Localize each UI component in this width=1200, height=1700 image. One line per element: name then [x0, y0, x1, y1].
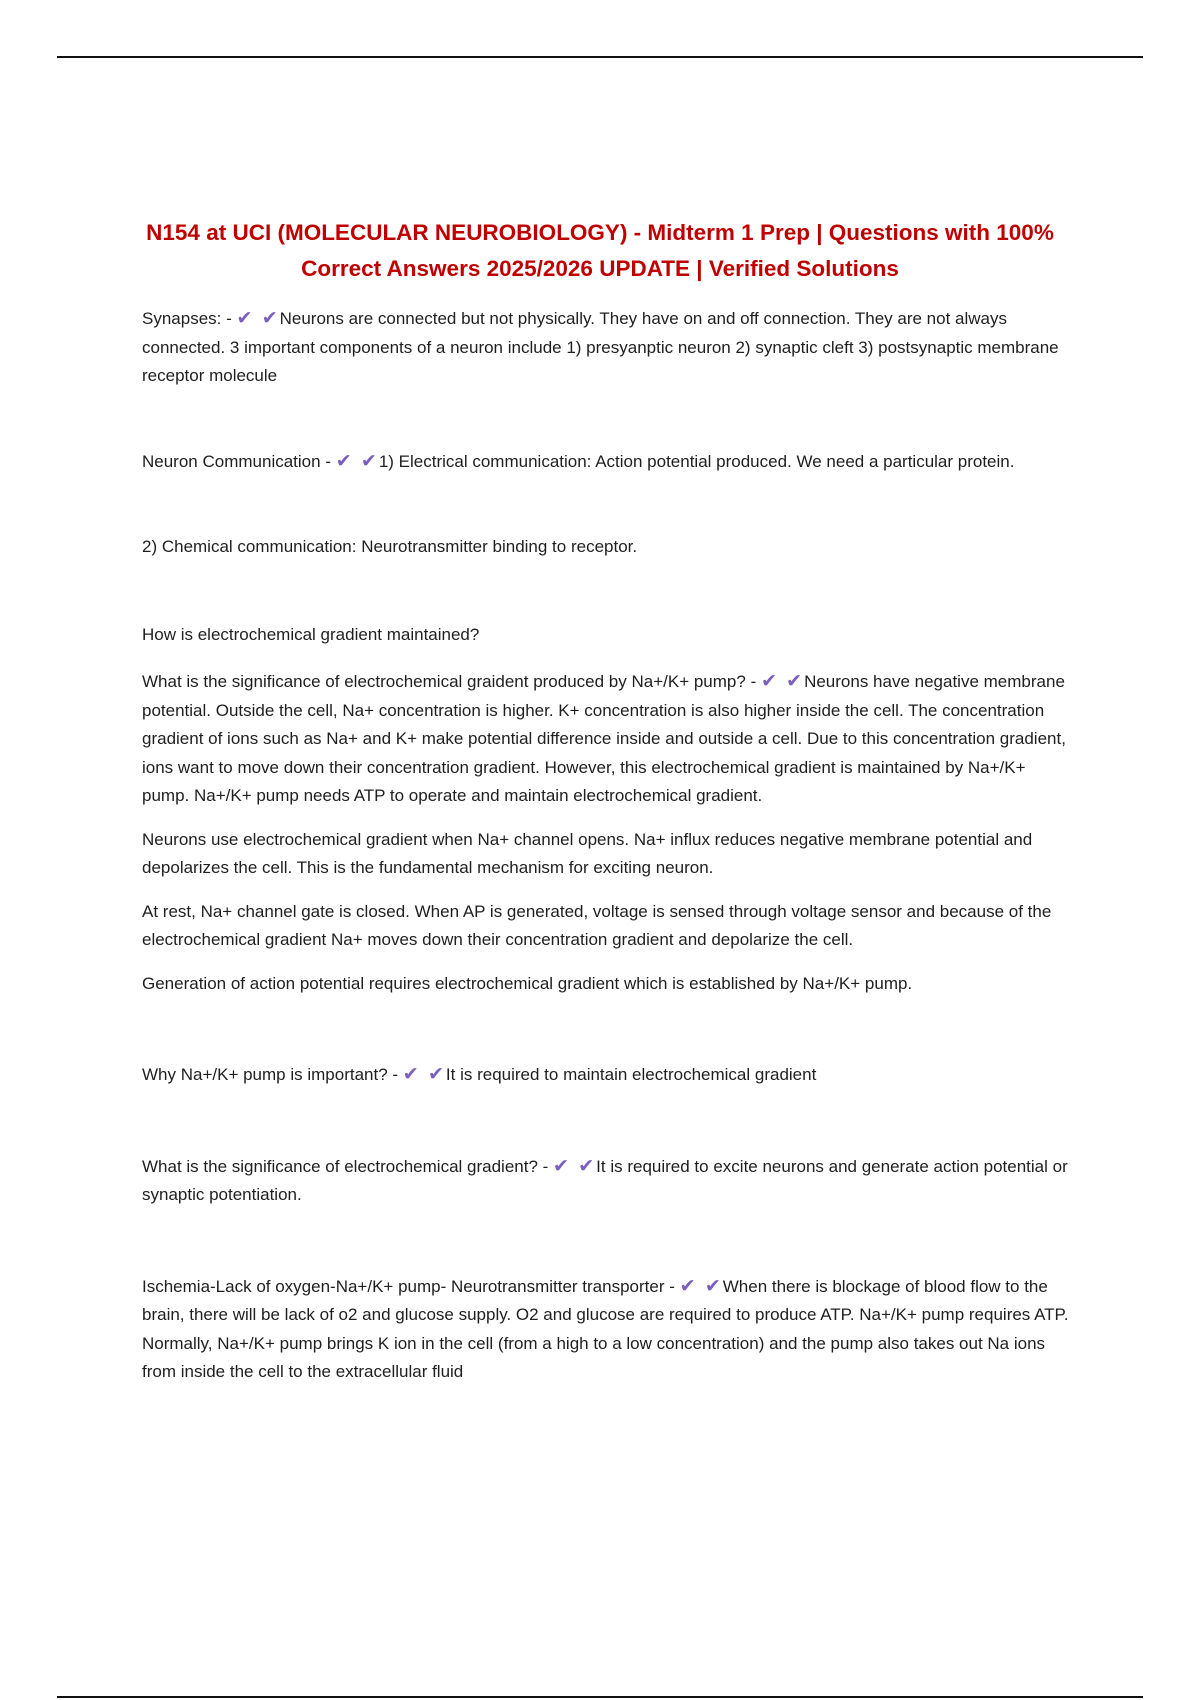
entry-separator: -	[387, 1065, 403, 1084]
document-title: N154 at UCI (MOLECULAR NEUROBIOLOGY) - Midterm 1 Prep | Questions with 100% Correct Answers 2025/2026 UPDATE | Verified Solutions	[146, 220, 1054, 281]
paragraph-generation-ap: Generation of action potential requires electrochemical gradient which is established by Na+/K+ pump.	[142, 973, 913, 993]
double-check-icon: ✔ ✔	[760, 671, 805, 692]
entry-term: What is the significance of electrochemical graident produced by Na+/K+ pump?	[142, 672, 746, 691]
double-check-icon: ✔ ✔	[402, 1064, 446, 1085]
entry-term: Neuron Communication	[142, 451, 321, 471]
entry-term: Synapses:	[142, 309, 222, 328]
entry-chemical-communication: 2) Chemical communication: Neurotransmitter binding to receptor.	[142, 537, 638, 556]
entry-answer: It is required to maintain electrochemical gradient	[445, 1065, 817, 1084]
entry-answer: Neurons have negative membrane potential. Outside the cell, Na+ concentration is higher. K+ concentration is also higher inside the cell. The concentration gradient of ions such as Na+ and K+ make potential difference inside and outside a cell. Due to this concentration gradient, ions want to move down their concentration gradient. However, this electrochemical gradient is maintained by Na+/K+ pump. Na+/K+ pump needs ATP to operate and maintain electrochemical gradient.	[142, 672, 1066, 805]
double-check-icon: ✔ ✔	[335, 450, 379, 472]
paragraph-na-channel: Neurons use electrochemical gradient when Na+ channel opens. Na+ influx reduces negative membrane potential and depolarizes the cell. This is the fundamental mechanism for exciting neuron.	[142, 829, 1033, 877]
entry-significance-gradient	[142, 1153, 1077, 1210]
entry-pump-important	[142, 1061, 1077, 1090]
entry-ischemia	[142, 1273, 1077, 1387]
entry-answer: It is required to excite neurons and generate action potential or synaptic potentiation.	[142, 1156, 1068, 1204]
double-check-icon: ✔ ✔	[679, 1275, 723, 1297]
entry-term: Why Na+/K+ pump is important?	[142, 1065, 388, 1084]
double-check-icon: ✔ ✔	[553, 1155, 597, 1177]
entry-answer: Neurons are connected but not physically. They have on and off connection. They are not always connected. 3 important components of a neuron include 1) presyanptic neuron 2) synaptic cleft 3) postsynaptic membrane receptor molecule	[142, 309, 1059, 385]
document-body	[142, 305, 1077, 1387]
entry-separator: -	[745, 672, 761, 691]
entry-answer: 1) Electrical communication: Action potential produced. We need a particular protein.	[378, 451, 1015, 471]
entry-significance-pump	[142, 668, 1077, 811]
entry-synapses	[142, 305, 1077, 391]
paragraph-at-rest: At rest, Na+ channel gate is closed. When AP is generated, voltage is sensed through voltage sensor and because of the electrochemical gradient Na+ moves down their concentration gradient and depolarize the cell.	[142, 901, 1052, 949]
entry-term: Ischemia-Lack of oxygen-Na+/K+ pump- Neurotransmitter transporter	[142, 1276, 665, 1296]
header-rule	[57, 56, 1143, 58]
footer-rule	[57, 1696, 1143, 1698]
entry-separator: -	[221, 309, 237, 328]
entry-term: What is the significance of electrochemical gradient?	[142, 1156, 538, 1176]
entry-separator: -	[664, 1276, 680, 1296]
entry-separator: -	[320, 451, 336, 471]
entry-neuron-communication	[142, 448, 1077, 477]
double-check-icon: ✔ ✔	[236, 308, 280, 329]
question-gradient-maintained: How is electrochemical gradient maintained?	[142, 624, 480, 644]
entry-separator: -	[537, 1156, 554, 1176]
entry-answer: When there is blockage of blood flow to the brain, there will be lack of o2 and glucose supply. O2 and glucose are required to produce ATP. Na+/K+ pump requires ATP. Normally, Na+/K+ pump brings K ion in the cell (from a high to a low concentration) and the pump also takes out Na ions from inside the cell to the extracellular fluid	[142, 1276, 1069, 1381]
